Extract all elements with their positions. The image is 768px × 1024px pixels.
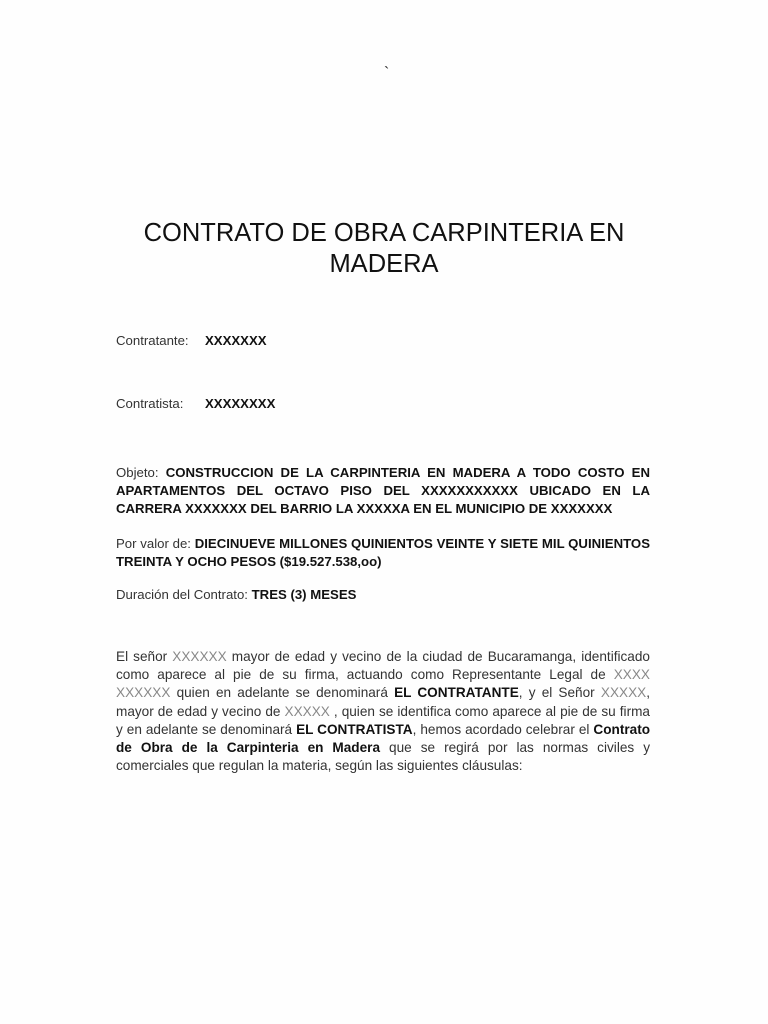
placeholder-contratante-name: XXXXXX bbox=[172, 649, 227, 664]
body-text: , hemos acordado celebrar el bbox=[412, 721, 594, 737]
duracion-paragraph bbox=[116, 586, 650, 604]
contract-name-term: Contrato de Obra de la Carpinteria en Madera bbox=[116, 721, 651, 756]
body-text: quien en adelante se denominará bbox=[170, 685, 395, 701]
body-text: , mayor de edad y vecino de bbox=[116, 685, 650, 719]
contratista-label: Contratista: bbox=[116, 396, 184, 411]
stray-mark: ` bbox=[384, 65, 390, 82]
valor-label: Por valor de: bbox=[116, 536, 195, 551]
placeholder-company-name: XXXX XXXXXX bbox=[116, 667, 650, 701]
contratante-field bbox=[116, 332, 267, 350]
contratista-value: XXXXXXXX bbox=[205, 396, 276, 411]
body-text: El señor bbox=[116, 649, 173, 664]
body-text: , y el Señor bbox=[518, 685, 601, 701]
contract-intro-paragraph bbox=[116, 648, 650, 775]
duracion-label: Duración del Contrato: bbox=[116, 587, 252, 602]
placeholder-contratista-name: XXXXX bbox=[600, 685, 647, 701]
document-title: CONTRATO DE OBRA CARPINTERIA EN MADERA bbox=[143, 219, 625, 278]
contratante-value: XXXXXXX bbox=[205, 333, 267, 348]
valor-value: DIECINUEVE MILLONES QUINIENTOS VEINTE Y SIETE MIL QUINIENTOS TREINTA Y OCHO PESOS ($19.527.538,oo) bbox=[116, 536, 650, 569]
contratista-term: EL CONTRATISTA bbox=[296, 721, 413, 737]
objeto-label: Objeto: bbox=[116, 465, 166, 480]
body-text: que se regirá por las normas civiles y comerciales que regulan la materia, según las siguientes cláusulas: bbox=[116, 740, 650, 774]
body-text: , quien se identifica como aparece al pie de su firma y en adelante se denominará bbox=[116, 703, 650, 737]
contratante-term: EL CONTRATANTE bbox=[394, 685, 519, 701]
body-text: mayor de edad y vecino de la ciudad de Bucaramanga, identificado como aparece al pie de su firma, actuando como Representante Legal de bbox=[116, 649, 650, 683]
duracion-value: TRES (3) MESES bbox=[251, 587, 357, 602]
contratista-field bbox=[116, 395, 276, 413]
objeto-value: CONSTRUCCION DE LA CARPINTERIA EN MADERA A TODO COSTO EN APARTAMENTOS DEL OCTAVO PISO DEL XXXXXXXXXXX UBICADO EN LA CARRERA XXXXXXX DEL BARRIO LA XXXXXA EN EL MUNICIPIO DE XXXXXXX bbox=[116, 465, 650, 516]
valor-paragraph bbox=[116, 535, 650, 571]
placeholder-city: XXXXX bbox=[284, 703, 330, 719]
objeto-paragraph bbox=[116, 464, 650, 518]
contratante-label: Contratante: bbox=[116, 333, 189, 348]
